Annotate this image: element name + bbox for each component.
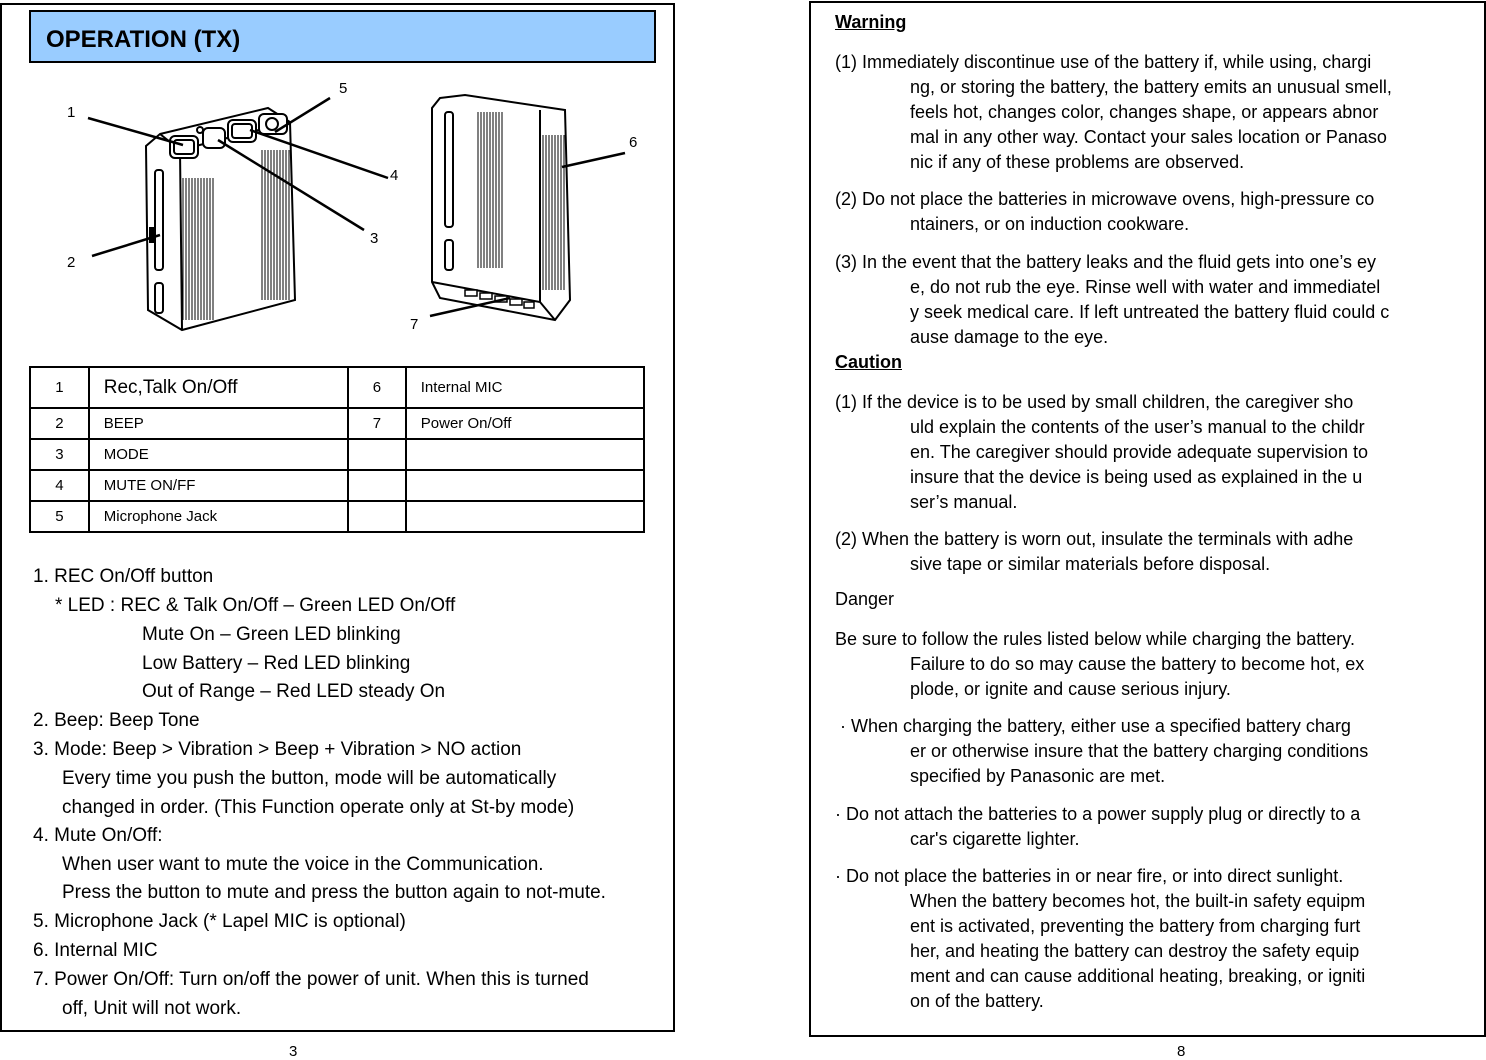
text-line: ng, or storing the battery, the battery emits an unusual smell, xyxy=(910,77,1392,97)
parts-table xyxy=(29,366,645,533)
table-cell: BEEP xyxy=(89,408,348,439)
table-row xyxy=(30,439,644,470)
text-line: her, and heating the battery can destroy the safety equip xyxy=(910,941,1360,961)
warning-item-2 xyxy=(835,187,1374,237)
callout-2: 2 xyxy=(67,254,76,271)
table-cell xyxy=(406,501,644,532)
callout-6: 6 xyxy=(629,134,638,151)
text-line: (3) In the event that the battery leaks and the fluid gets into one’s ey xyxy=(835,252,1377,272)
page-number-right: 8 xyxy=(1177,1043,1186,1060)
desc-line: 1. REC On/Off button xyxy=(33,566,214,587)
desc-line: * LED : REC & Talk On/Off – Green LED On/Off xyxy=(55,595,456,616)
desc-line: 7. Power On/Off: Turn on/off the power of unit. When this is turned xyxy=(33,969,589,990)
callout-3: 3 xyxy=(370,230,379,247)
warning-item-1 xyxy=(835,50,1392,175)
table-cell: MODE xyxy=(89,439,348,470)
table-cell xyxy=(348,439,406,470)
desc-line: changed in order. (This Function operate only at St-by mode) xyxy=(62,797,575,818)
table-cell xyxy=(406,470,644,501)
device-illustration xyxy=(0,0,675,345)
text-line: en. The caregiver should provide adequate supervision to xyxy=(910,442,1368,462)
text-line: car's cigarette lighter. xyxy=(910,829,1080,849)
danger-item-3 xyxy=(835,802,1360,852)
text-line: sive tape or similar materials before disposal. xyxy=(910,554,1271,574)
table-cell: Microphone Jack xyxy=(89,501,348,532)
desc-line: 6. Internal MIC xyxy=(33,940,158,961)
table-cell: Rec,Talk On/Off xyxy=(89,367,348,408)
text-line: (2) When the battery is worn out, insulate the terminals with adhe xyxy=(835,529,1354,549)
table-cell: MUTE ON/FF xyxy=(89,470,348,501)
desc-line: Mute On – Green LED blinking xyxy=(142,624,401,645)
text-line: (1) If the device is to be used by small children, the caregiver sho xyxy=(835,392,1354,412)
table-cell: 4 xyxy=(30,470,89,501)
text-line: ause damage to the eye. xyxy=(910,327,1109,347)
caution-heading: Caution xyxy=(835,352,902,372)
table-row xyxy=(30,408,644,439)
text-line: plode, or ignite and cause serious injury. xyxy=(910,679,1231,699)
text-line: nic if any of these problems are observed. xyxy=(910,152,1245,172)
text-line: ent is activated, preventing the battery from charging furt xyxy=(910,916,1361,936)
table-cell: 5 xyxy=(30,501,89,532)
table-cell: 7 xyxy=(348,408,406,439)
text-line: When the battery becomes hot, the built-in safety equipm xyxy=(910,891,1366,911)
desc-line: Out of Range – Red LED steady On xyxy=(142,681,446,702)
desc-line: 3. Mode: Beep > Vibration > Beep + Vibration > NO action xyxy=(33,739,522,760)
text-line: · Do not attach the batteries to a power supply plug or directly to a xyxy=(835,804,1361,824)
desc-line: When user want to mute the voice in the Communication. xyxy=(62,854,544,875)
text-line: specified by Panasonic are met. xyxy=(910,766,1166,786)
caution-item-1 xyxy=(835,390,1368,515)
text-line: Be sure to follow the rules listed below while charging the battery. xyxy=(835,629,1355,649)
text-line: (1) Immediately discontinue use of the battery if, while using, chargi xyxy=(835,52,1372,72)
table-row xyxy=(30,367,644,408)
callout-5: 5 xyxy=(339,80,348,97)
desc-line: Low Battery – Red LED blinking xyxy=(142,653,411,674)
text-line: feels hot, changes color, changes shape, or appears abnor xyxy=(910,102,1379,122)
desc-line: 5. Microphone Jack (* Lapel MIC is optional) xyxy=(33,911,406,932)
text-line: ser’s manual. xyxy=(910,492,1018,512)
danger-item-2 xyxy=(835,714,1368,789)
table-cell: 2 xyxy=(30,408,89,439)
table-cell: 6 xyxy=(348,367,406,408)
text-line: ntainers, or on induction cookware. xyxy=(910,214,1190,234)
warning-item-3 xyxy=(835,250,1389,350)
text-line: ment and can cause additional heating, breaking, or igniti xyxy=(910,966,1366,986)
table-cell: 1 xyxy=(30,367,89,408)
callout-4: 4 xyxy=(390,167,399,184)
desc-line: 2. Beep: Beep Tone xyxy=(33,710,200,731)
page-number-left: 3 xyxy=(289,1043,298,1060)
table-cell xyxy=(406,439,644,470)
desc-line: off, Unit will not work. xyxy=(62,998,242,1019)
table-row xyxy=(30,501,644,532)
text-line: · When charging the battery, either use a specified battery charg xyxy=(835,716,1351,736)
danger-item-1 xyxy=(835,627,1364,702)
text-line: mal in any other way. Contact your sales location or Panaso xyxy=(910,127,1387,147)
text-line: insure that the device is being used as explained in the u xyxy=(910,467,1363,487)
table-cell xyxy=(348,470,406,501)
table-cell: Internal MIC xyxy=(406,367,644,408)
warning-heading: Warning xyxy=(835,12,907,32)
text-line: e, do not rub the eye. Rinse well with water and immediatel xyxy=(910,277,1381,297)
danger-item-4 xyxy=(835,864,1365,1014)
table-cell xyxy=(348,501,406,532)
table-cell: 3 xyxy=(30,439,89,470)
text-line: Failure to do so may cause the battery to become hot, ex xyxy=(910,654,1365,674)
danger-heading: Danger xyxy=(835,589,895,609)
text-line: er or otherwise insure that the battery charging conditions xyxy=(910,741,1369,761)
desc-line: Every time you push the button, mode will be automatically xyxy=(62,768,557,789)
text-line: uld explain the contents of the user’s manual to the childr xyxy=(910,417,1365,437)
text-line: · Do not place the batteries in or near fire, or into direct sunlight. xyxy=(835,866,1344,886)
text-line: (2) Do not place the batteries in microwave ovens, high-pressure co xyxy=(835,189,1375,209)
callout-7: 7 xyxy=(410,316,419,333)
table-cell: Power On/Off xyxy=(406,408,644,439)
text-line: y seek medical care. If left untreated the battery fluid could c xyxy=(910,302,1390,322)
text-line: on of the battery. xyxy=(910,991,1044,1011)
desc-line: Press the button to mute and press the button again to not-mute. xyxy=(62,882,606,903)
section-title: OPERATION (TX) xyxy=(46,26,241,53)
callout-1: 1 xyxy=(67,104,76,121)
desc-line: 4. Mute On/Off: xyxy=(33,825,163,846)
caution-item-2 xyxy=(835,527,1353,577)
table-row xyxy=(30,470,644,501)
